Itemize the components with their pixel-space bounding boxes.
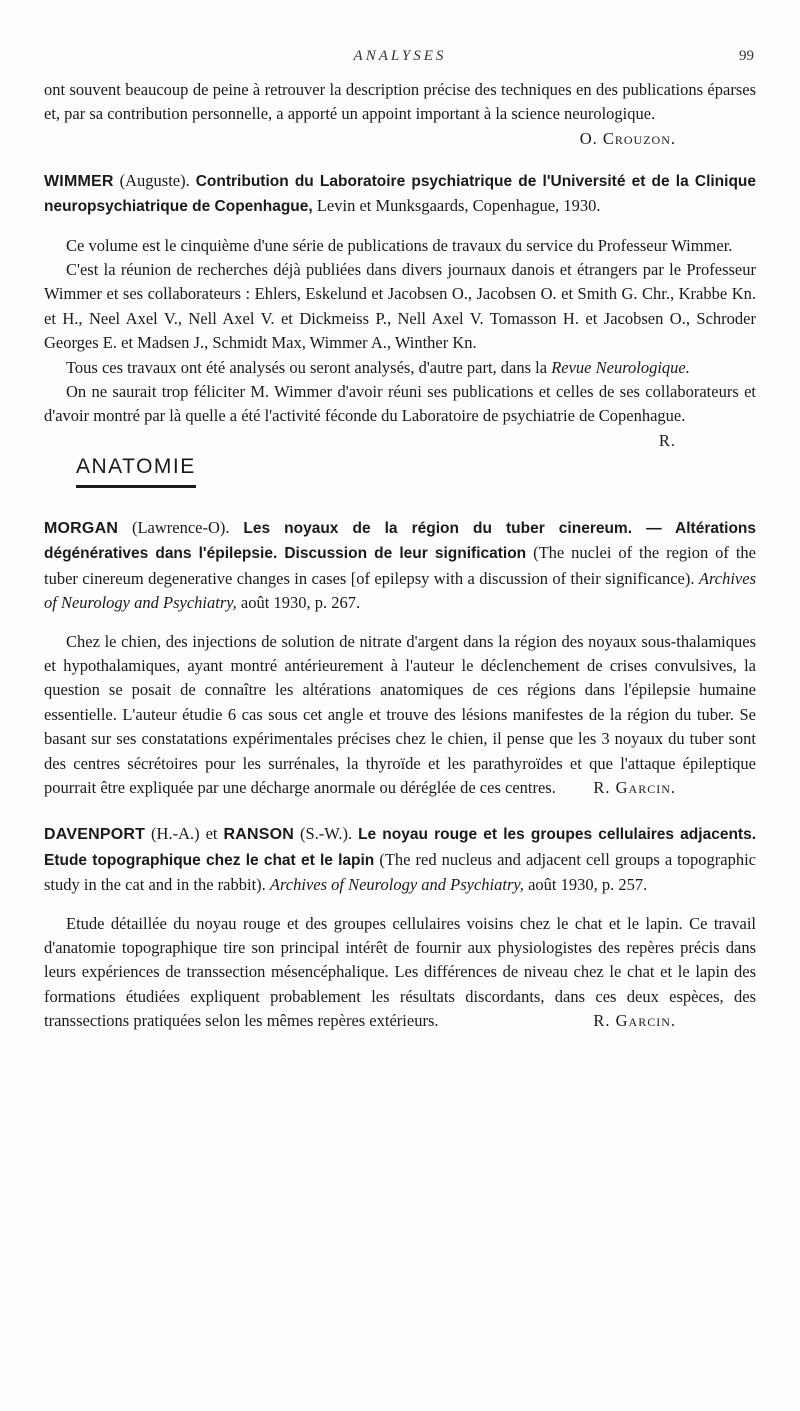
journal-name: Archives of Neurology and Psychiatry, [44,568,757,613]
journal-name: Revue Neurologique. [551,357,690,377]
entry-signature: R. Garcin. [593,777,676,797]
author-name: DAVENPORT [44,826,146,844]
paragraph-text: Tous ces travaux ont été analysés ou seront analysés, d'autre part, dans la [66,357,548,377]
journal-name: Archives of Neurology and Psychiatry, [269,875,524,895]
paragraph [44,912,756,1034]
entry-signature: R. [658,430,676,450]
work-source-english: (The red nucleus and adjacent cell groups a topographic study in the cat and in the rabbit). [44,849,756,895]
entry-heading [44,516,756,616]
paragraph [44,380,756,450]
work-title: Contribution du Laboratoire psychiatrique de l'Université et de la Clinique neuropsychiatrique de Copenhague, [44,172,757,216]
entry-heading [44,822,756,897]
author2-detail: (S.-W.). [299,824,353,844]
intro-block [44,78,756,148]
intro-text: ont souvent beaucoup de peine à retrouver la description précise des techniques en des publications éparses et, par sa contribution personnelle, a apporté un appoint important à la science neurologique. [44,80,756,124]
work-title: Les noyaux de la région du tuber cinereum. — Altérations dégénératives dans l'épilepsie. Discussion de leur signification [44,519,757,563]
author-name: MORGAN [44,519,119,537]
paragraph-text: Chez le chien, des injections de solution de nitrate d'argent dans la région des noyaux sous-thalamiques et hypothalamiques, ayant montré antérieurement à l'auteur le déclenchement de crises convulsives, la question se posait de connaître les altérations anatomiques de ces régions dans l'épilepsie humaine essentielle. L'auteur étudie 6 cas sous cet angle et trouve des lésions manifestes de la région du tuber. Se basant sur ses constatations expérimentales précises chez le chien, il pense que les 3 noyaux du tuber sont des centres sécrétoires pour les surrénales, la thyroïde et les parathyroïdes et que l'attaque épileptique pourrait être expliquée par une décharge anormale ou déréglée de ces centres. [44,631,756,797]
entry-heading [44,169,756,220]
paragraph [44,356,756,380]
review-entry-davenport [44,822,756,1033]
paragraph-text: Etude détaillée du noyau rouge et des groupes cellulaires voisins chez le chat et le lapin. Ce travail d'anatomie topographique tire son principal intérêt de fournir aux physiologistes des repères précis dans leurs expériences de transsection mésencéphalique. Les différences de niveau chez le chat et le lapin des formations étudiées expliquent probablement les résultats discordants, dans ces deux espèces, des transsections pratiquées selon les mêmes repères extérieurs. [44,913,756,1031]
paragraph: Ce volume est le cinquième d'une série de publications de travaux du service du Professeur Wimmer. [66,235,733,255]
work-source: Levin et Munksgaards, Copenhague, 1930. [316,196,601,216]
author-detail: (H.-A.) et [151,824,218,844]
intro-signature: O. Crouzon. [579,128,676,148]
work-date: août 1930, p. 267. [240,593,361,613]
work-title: Le noyau rouge et les groupes cellulaires adjacents. Etude topographique chez le chat et le lapin [44,826,756,869]
work-source-english: (The nuclei of the region of the tuber cinereum degenerative changes in cases [of epilepsy with a discussion of their significance). [44,543,757,588]
paragraph [44,630,756,801]
review-entry-morgan [44,516,756,800]
author2-name: RANSON [223,826,295,844]
section-heading: ANATOMIE [76,455,196,488]
author-name: WIMMER [44,172,114,190]
paragraph-text: On ne saurait trop féliciter M. Wimmer d'avoir réuni ses publications et celles de ses collaborateurs et d'avoir montré par là quelle a été l'activité féconde du Laboratoire de psychiatrie de Copenhague. [44,382,756,426]
author-detail: (Lawrence-O). [131,517,230,537]
review-entry-wimmer [44,169,757,450]
work-date: août 1930, p. 257. [528,875,648,895]
page-number: 99 [739,48,754,64]
entry-signature: R. Garcin. [593,1011,676,1031]
author-detail: (Auguste). [119,170,190,190]
paragraph: C'est la réunion de recherches déjà publiées dans divers journaux danois et étrangers par le Professeur Wimmer et ses collaborateurs : Ehlers, Eskelund et Jacobsen O., Jacobsen O. et Smith G. Chr., Krabbe Kn. et H., Neel Axel V., Nell Axel V. et Dickmeiss P., Nell Axel V. Tomasson H. et Jacobsen O., Schroder Georges E. et Madsen J., Schmidt Max, Wimmer A., Winther Kn. [44,260,756,353]
intro-paragraph [44,78,756,148]
running-title: ANALYSES [353,48,447,64]
running-header [44,48,756,78]
